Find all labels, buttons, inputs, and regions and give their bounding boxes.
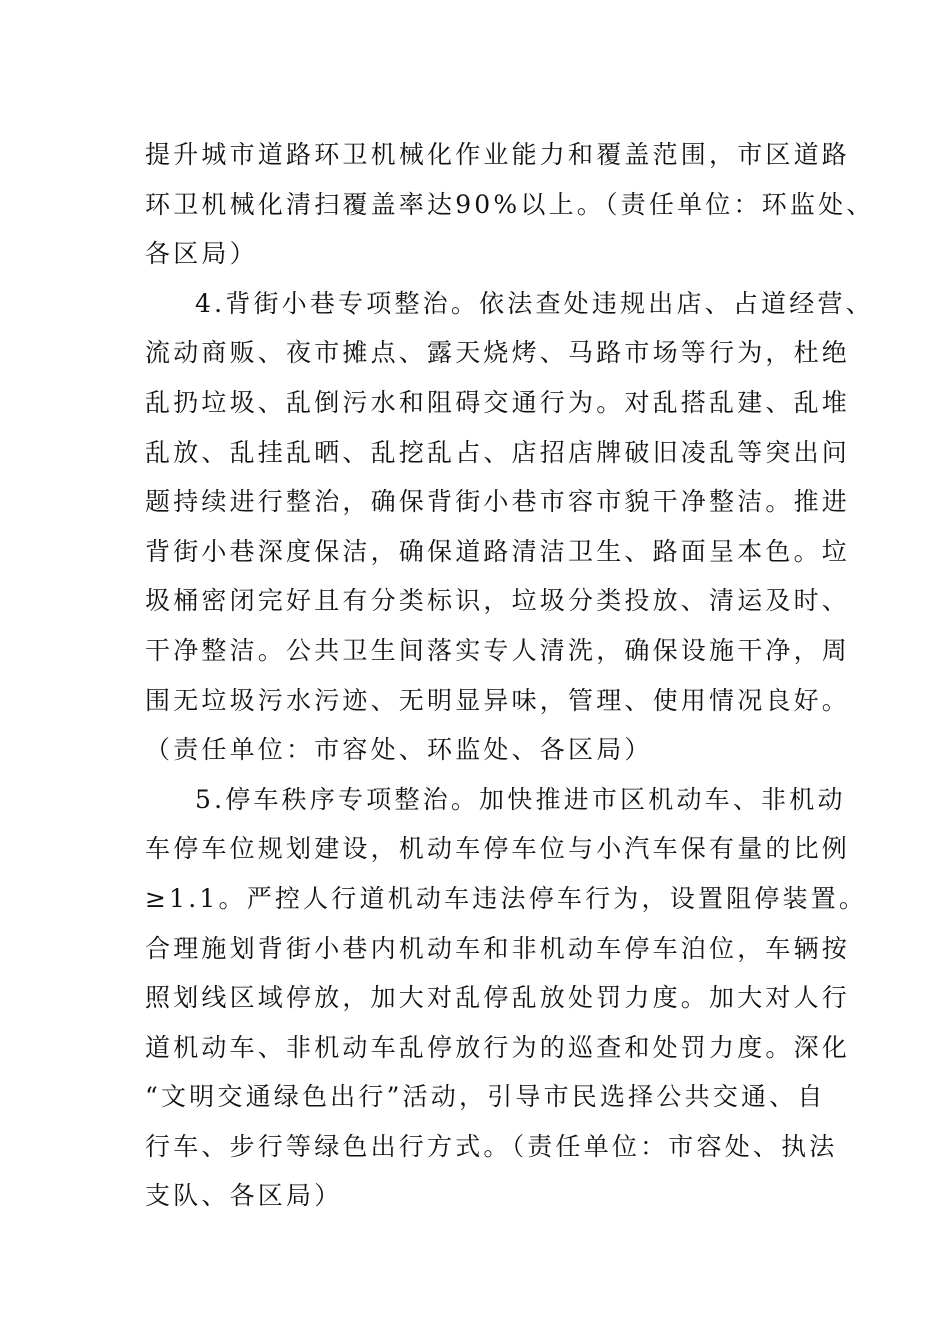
paragraph-line: 乱扔垃圾、乱倒污水和阻碍交通行为。对乱搭乱建、乱堆	[145, 387, 851, 417]
paragraph-line: 流动商贩、夜市摊点、露天烧烤、马路市场等行为，杜绝	[145, 338, 851, 368]
paragraph-line: “文明交通绿色出行”活动，引导市民选择公共交通、自	[145, 1082, 826, 1112]
paragraph-line: 道机动车、非机动车乱停放行为的巡查和处罚力度。深化	[145, 1032, 851, 1062]
paragraph-line: 提升城市道路环卫机械化作业能力和覆盖范围，市区道路	[145, 140, 851, 169]
paragraph-line: 乱放、乱挂乱晒、乱挖乱占、店招店牌破旧凌乱等突出问	[145, 437, 851, 467]
section-4-heading-line: 4.背街小巷专项整治。依法查处违规出店、占道经营、	[195, 288, 874, 318]
paragraph-line: 行车、步行等绿色出行方式。（责任单位：市容处、执法	[145, 1131, 838, 1161]
paragraph-line: 围无垃圾污水污迹、无明显异味，管理、使用情况良好。	[145, 685, 851, 715]
paragraph-line: 干净整洁。公共卫生间落实专人清洗，确保设施干净，周	[145, 635, 851, 665]
section-5-heading-line: 5.停车秩序专项整治。加快推进市区机动车、非机动	[195, 784, 846, 814]
paragraph-line: 题持续进行整治，确保背街小巷市容市貌干净整洁。推进	[145, 487, 851, 517]
paragraph-line: 背街小巷深度保洁，确保道路清洁卫生、路面呈本色。垃	[145, 536, 851, 566]
paragraph-line: 各区局）	[145, 239, 258, 269]
paragraph-line: 环卫机械化清扫覆盖率达90%以上。（责任单位：环监处、	[145, 189, 875, 219]
paragraph-line: ≥1.1。严控人行道机动车违法停车行为，设置阻停装置。	[145, 883, 868, 913]
paragraph-line: 车停车位规划建设，机动车停车位与小汽车保有量的比例	[145, 834, 851, 864]
paragraph-line: （责任单位：市容处、环监处、各区局）	[145, 735, 653, 765]
document-body	[145, 130, 875, 1221]
paragraph-line: 合理施划背街小巷内机动车和非机动车停车泊位，车辆按	[145, 933, 851, 963]
paragraph-line: 支队、各区局）	[145, 1181, 343, 1211]
paragraph-line: 圾桶密闭完好且有分类标识，垃圾分类投放、清运及时、	[145, 586, 851, 616]
paragraph-line: 照划线区域停放，加大对乱停乱放处罚力度。加大对人行	[145, 983, 851, 1013]
